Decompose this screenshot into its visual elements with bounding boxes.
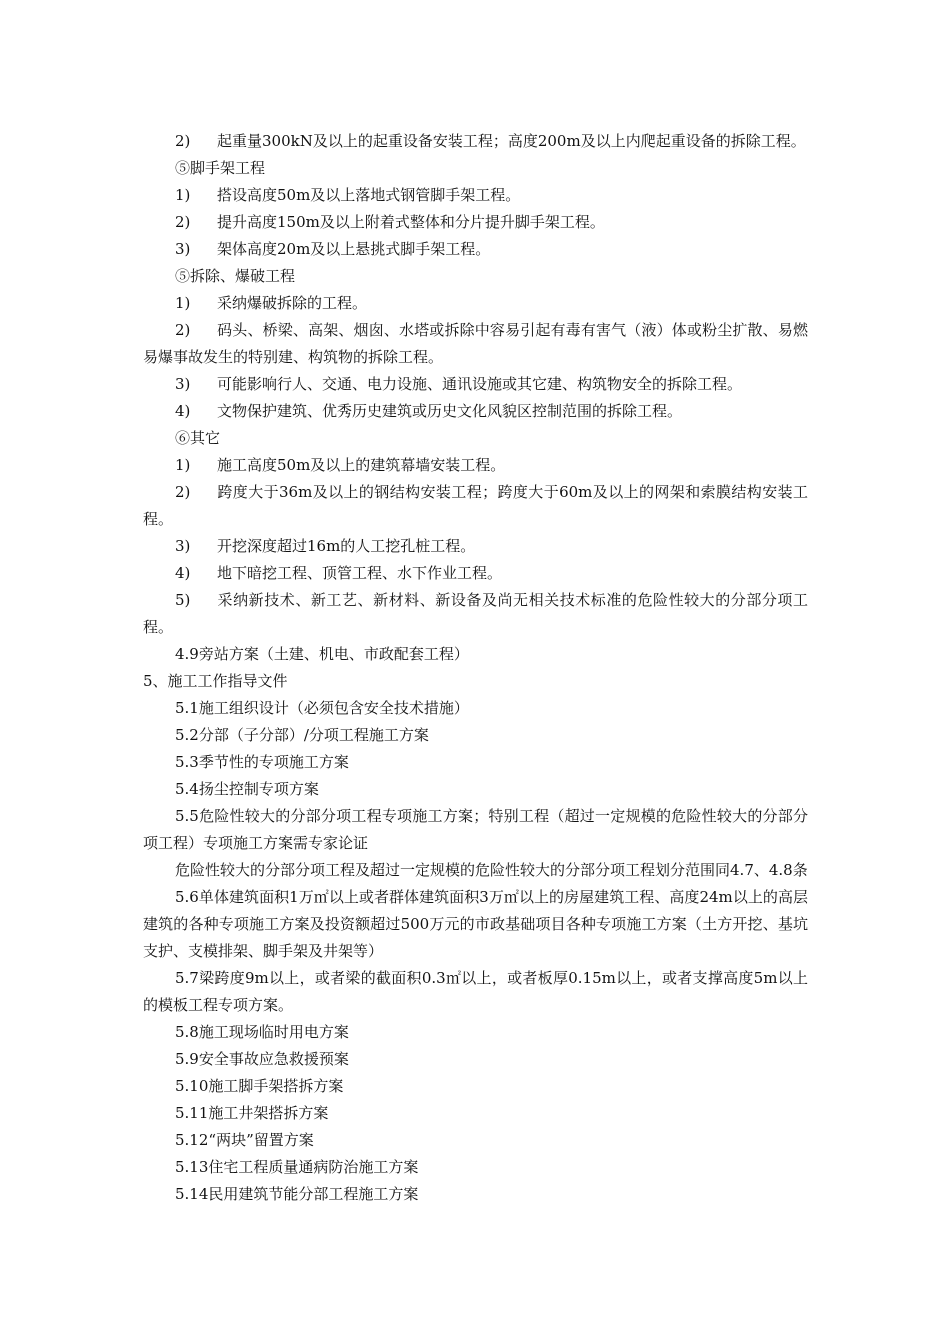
section-heading: ⑤拆除、爆破工程 [175,267,296,285]
item-text: 地下暗挖工程、顶管工程、水下作业工程。 [217,564,503,582]
section-heading: ⑥其它 [175,429,221,447]
item-number: 1) [175,186,191,204]
paragraph: 5.12“两块”留置方案 [175,1131,314,1149]
paragraph: 5.5危险性较大的分部分项工程专项施工方案；特别工程（超过一定规模的危险性较大的分部分项工程）专项施工方案需专家论证 [143,807,808,852]
item-number: 3) [175,537,191,555]
list-item [143,128,808,155]
item-text: 提升高度150m及以上附着式整体和分片提升脚手架工程。 [217,213,605,231]
paragraph: 5.10施工脚手架搭拆方案 [175,1077,344,1095]
paragraph: 5.7梁跨度9m以上，或者梁的截面积0.3㎡以上，或者板厚0.15m以上，或者支撑高度5m以上的模板工程专项方案。 [143,969,808,1014]
section-heading: 5、施工工作指导文件 [143,672,288,690]
item-number: 5) [175,591,191,609]
item-text: 采纳爆破拆除的工程。 [217,294,368,312]
paragraph: 5.4扬尘控制专项方案 [175,780,319,798]
item-number: 1) [175,456,191,474]
paragraph: 5.11施工井架搭拆方案 [175,1104,329,1122]
item-number: 2) [175,321,191,339]
item-text: 可能影响行人、交通、电力设施、通讯设施或其它建、构筑物安全的拆除工程。 [217,375,743,393]
item-text: 文物保护建筑、优秀历史建筑或历史文化风貌区控制范围的拆除工程。 [217,402,683,420]
item-text: 施工高度50m及以上的建筑幕墙安装工程。 [217,456,506,474]
paragraph: 5.9安全事故应急救援预案 [175,1050,349,1068]
item-text: 跨度大于36m及以上的钢结构安装工程；跨度大于60m及以上的网架和索膜结构安装工程。 [143,483,808,528]
item-text: 架体高度20m及以上悬挑式脚手架工程。 [217,240,491,258]
paragraph: 4.9旁站方案（土建、机电、市政配套工程） [175,645,469,663]
paragraph: 5.8施工现场临时用电方案 [175,1023,349,1041]
paragraph: 5.2分部（子分部）/分项工程施工方案 [175,726,429,744]
list-item [143,236,808,263]
item-text: 码头、桥梁、高架、烟囱、水塔或拆除中容易引起有毒有害气（液）体或粉尘扩散、易燃易爆事故发生的特别建、构筑物的拆除工程。 [143,321,808,366]
paragraph: 危险性较大的分部分项工程及超过一定规模的危险性较大的分部分项工程划分范围同4.7、4.8条 [175,861,808,879]
list-item [143,587,808,641]
list-item [143,182,808,209]
item-number: 1) [175,294,191,312]
paragraph: 5.14民用建筑节能分部工程施工方案 [175,1185,419,1203]
item-text: 开挖深度超过16m的人工挖孔桩工程。 [217,537,476,555]
item-number: 4) [175,402,191,420]
document-body [143,128,808,1208]
list-item [143,479,808,533]
paragraph: 5.13住宅工程质量通病防治施工方案 [175,1158,419,1176]
item-number: 2) [175,483,191,501]
list-item [143,452,808,479]
list-item [143,533,808,560]
list-item [143,317,808,371]
list-item [143,398,808,425]
paragraph: 5.6单体建筑面积1万㎡以上或者群体建筑面积3万㎡以上的房屋建筑工程、高度24m以上的高层建筑的各种专项施工方案及投资额超过500万元的市政基础项目各种专项施工方案（土方开挖、基坑支护、支模排架、脚手架及井架等） [143,888,808,960]
item-number: 2) [175,213,191,231]
item-text: 起重量300kN及以上的起重设备安装工程；高度200m及以上内爬起重设备的拆除工程。 [217,132,806,150]
item-number: 3) [175,240,191,258]
list-item [143,560,808,587]
list-item [143,290,808,317]
list-item [143,209,808,236]
item-number: 2) [175,132,191,150]
item-text: 搭设高度50m及以上落地式钢管脚手架工程。 [217,186,521,204]
list-item [143,371,808,398]
paragraph: 5.1施工组织设计（必须包含安全技术措施） [175,699,469,717]
paragraph: 5.3季节性的专项施工方案 [175,753,349,771]
item-text: 采纳新技术、新工艺、新材料、新设备及尚无相关技术标准的危险性较大的分部分项工程。 [143,591,808,636]
item-number: 4) [175,564,191,582]
item-number: 3) [175,375,191,393]
section-heading: ⑤脚手架工程 [175,159,266,177]
